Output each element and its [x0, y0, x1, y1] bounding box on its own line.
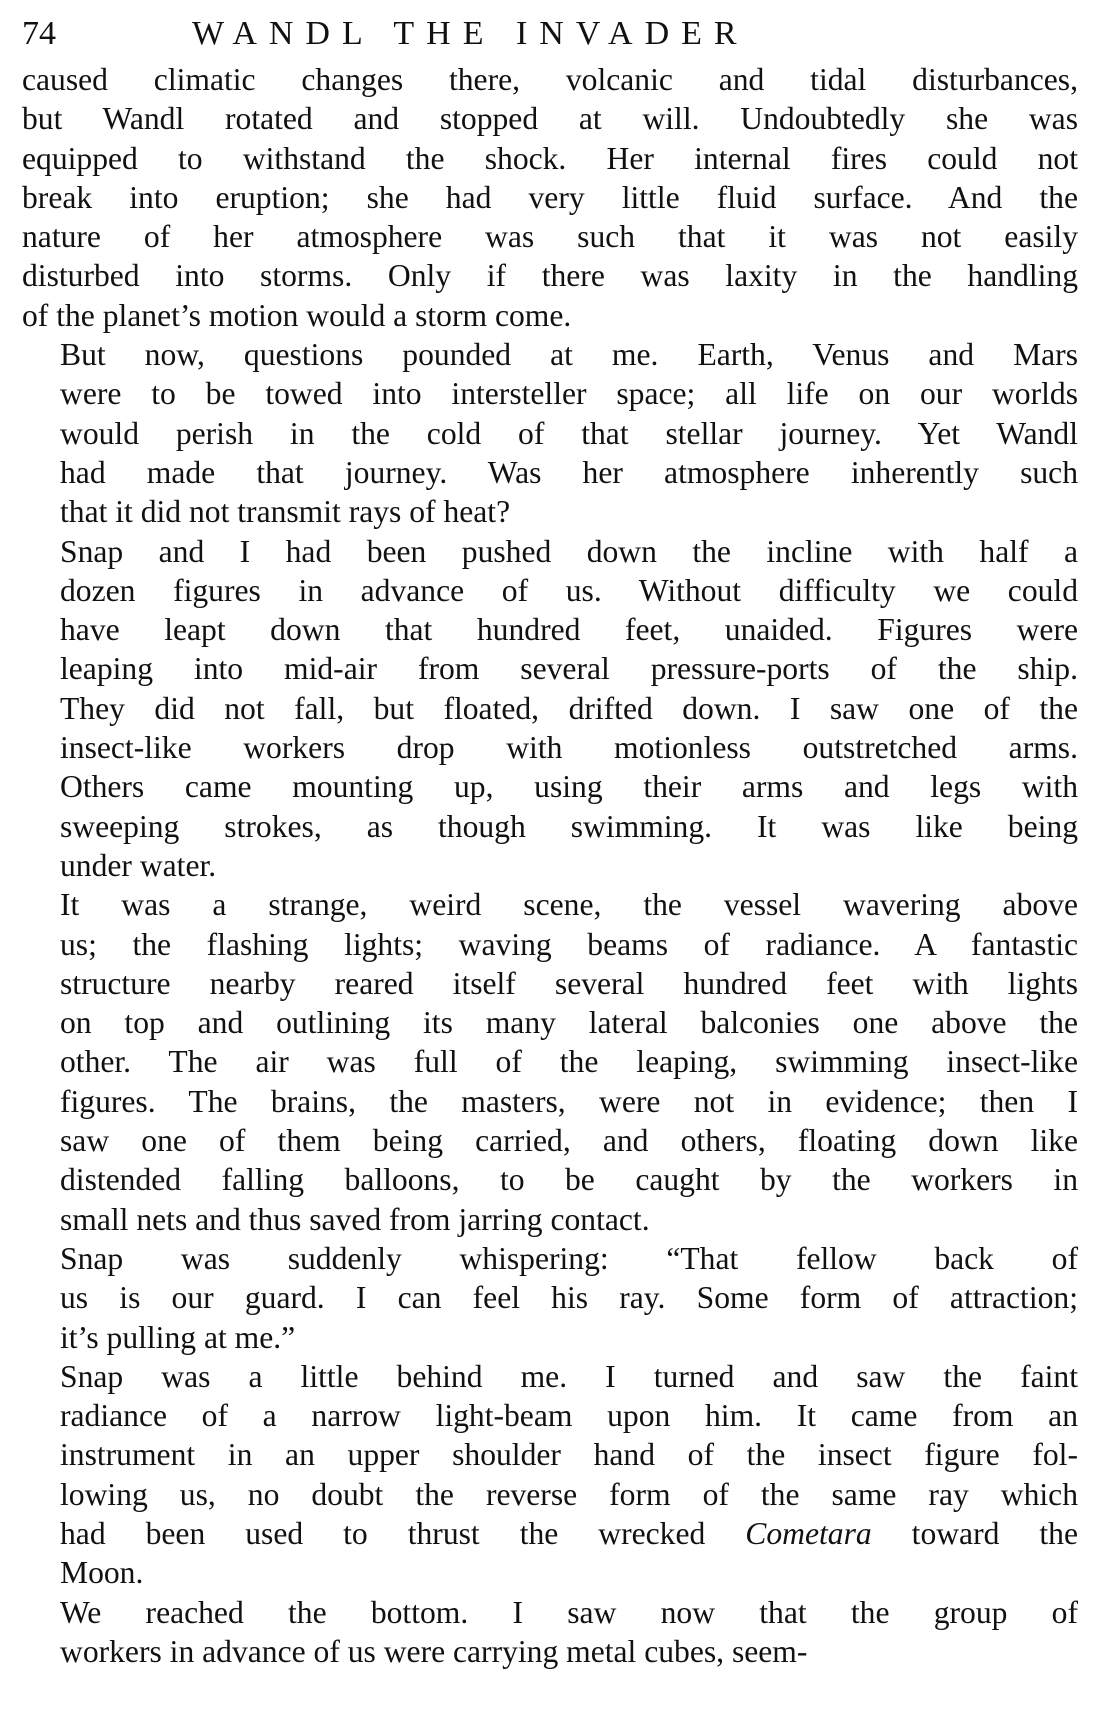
running-head: [22, 10, 1078, 58]
text-line: had made that journey. Was her atmosphere inherently such: [60, 454, 1078, 490]
text-line: radiance of a narrow light-beam upon him. It came from an: [60, 1398, 1078, 1434]
text-line: it’s pulling at me.”: [60, 1319, 296, 1355]
text-line: Snap was suddenly whispering: “That fellow back of: [60, 1240, 1078, 1276]
text-line: that it did not transmit rays of heat?: [60, 494, 511, 530]
text-line: We reached the bottom. I saw now that the group of: [60, 1594, 1078, 1630]
text-line: small nets and thus saved from jarring contact.: [60, 1201, 650, 1237]
text-line: They did not fall, but floated, drifted down. I saw one of the: [60, 690, 1078, 726]
text-line: distended falling balloons, to be caught by the workers in: [60, 1162, 1078, 1198]
text-line: structure nearby reared itself several hundred feet with lights: [60, 965, 1078, 1001]
text-line: But now, questions pounded at me. Earth, Venus and Mars: [60, 337, 1078, 373]
text-line: Others came mounting up, using their arms and legs with: [60, 769, 1078, 805]
paragraph: [22, 885, 1078, 1239]
text-line: Snap was a little behind me. I turned and saw the faint: [60, 1358, 1078, 1394]
text-line: workers in advance of us were carrying metal cubes, seem-: [60, 1633, 808, 1669]
page-number: 74: [22, 15, 56, 52]
text-line: nature of her atmosphere was such that it was not easily: [22, 219, 1078, 255]
paragraph: [22, 1239, 1078, 1357]
body-text: [22, 60, 1078, 1671]
text-line: sweeping strokes, as though swimming. It was like being: [60, 808, 1078, 844]
text-line: Snap and I had been pushed down the incline with half a: [60, 533, 1078, 569]
text-line: insect-like workers drop with motionless outstretched arms.: [60, 730, 1078, 766]
paragraph: [22, 532, 1078, 886]
text-line: figures. The brains, the masters, were not in evidence; then I: [60, 1083, 1078, 1119]
text-line: us is our guard. I can feel his ray. Some form of attraction;: [60, 1280, 1078, 1316]
italic-ship-name: Cometara: [745, 1515, 872, 1551]
text-line: other. The air was full of the leaping, swimming insect-like: [60, 1044, 1078, 1080]
text-line: instrument in an upper shoulder hand of the insect figure fol-: [60, 1437, 1078, 1473]
text-line: saw one of them being carried, and others, floating down like: [60, 1123, 1078, 1159]
text-line: leaping into mid-air from several pressure-ports of the ship.: [60, 651, 1078, 687]
text-line: equipped to withstand the shock. Her internal fires could not: [22, 140, 1078, 176]
paragraph: [22, 60, 1078, 335]
paragraph: [22, 1593, 1078, 1672]
text-line: break into eruption; she had very little fluid surface. And the: [22, 179, 1078, 215]
text-line: had been used to thrust the wrecked Cometara toward the: [60, 1515, 1078, 1551]
text-line: It was a strange, weird scene, the vessel wavering above: [60, 887, 1078, 923]
text-line: us; the flashing lights; waving beams of radiance. A fantastic: [60, 926, 1078, 962]
book-title: WANDL THE INVADER: [192, 15, 749, 52]
text-line: were to be towed into intersteller space; all life on our worlds: [60, 376, 1078, 412]
text-line: on top and outlining its many lateral balconies one above the: [60, 1005, 1078, 1041]
text-line: lowing us, no doubt the reverse form of the same ray which: [60, 1476, 1078, 1512]
text-line: caused climatic changes there, volcanic and tidal disturbances,: [22, 62, 1078, 97]
text-line: but Wandl rotated and stopped at will. Undoubtedly she was: [22, 101, 1078, 137]
text-line: would perish in the cold of that stellar journey. Yet Wandl: [60, 415, 1078, 451]
text-line: of the planet’s motion would a storm come.: [22, 297, 572, 333]
text-line: disturbed into storms. Only if there was laxity in the handling: [22, 258, 1078, 294]
text-line: have leapt down that hundred feet, unaided. Figures were: [60, 612, 1078, 648]
text-line: Moon.: [60, 1555, 144, 1591]
text-line: dozen figures in advance of us. Without difficulty we could: [60, 572, 1078, 608]
text-line: under water.: [60, 847, 217, 883]
book-page: [22, 10, 1078, 1671]
paragraph: [22, 1357, 1078, 1593]
paragraph: [22, 335, 1078, 531]
